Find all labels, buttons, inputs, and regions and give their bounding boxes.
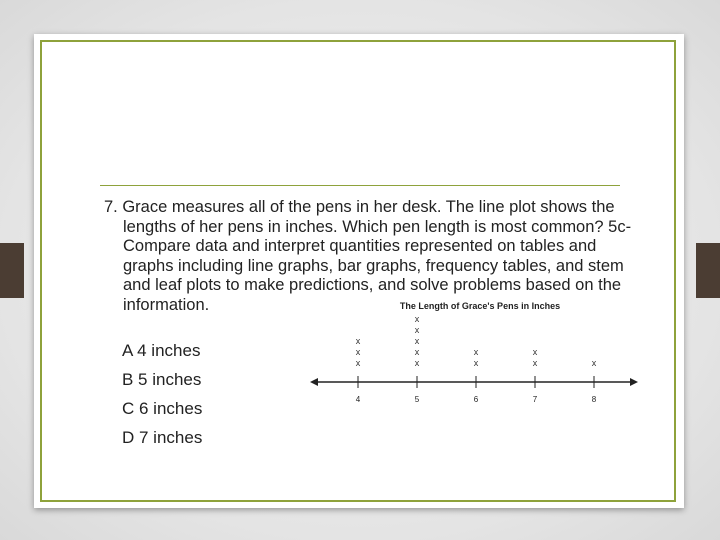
- data-mark: x: [355, 336, 361, 346]
- data-mark: x: [355, 358, 361, 368]
- data-mark: x: [414, 325, 420, 335]
- data-mark: x: [414, 347, 420, 357]
- right-side-tab: [696, 243, 720, 298]
- data-mark: x: [473, 358, 479, 368]
- tick-labels: [356, 395, 597, 404]
- tick-label: 7: [532, 395, 538, 404]
- tick-label: 8: [591, 395, 597, 404]
- left-side-tab: [0, 243, 24, 298]
- plot-marks: [356, 314, 597, 368]
- data-mark: x: [532, 347, 538, 357]
- choice-b[interactable]: B 5 inches: [122, 370, 202, 389]
- data-mark: x: [414, 358, 420, 368]
- title-rule: [100, 185, 620, 186]
- choice-c[interactable]: C 6 inches: [122, 399, 203, 418]
- line-plot-panel: [300, 294, 656, 413]
- tick-label: 5: [414, 395, 420, 404]
- question-text: 7. Grace measures all of the pens in her desk. The line plot shows the lengths of her pens in inches. Which pen length is most common? 5c- Compare data and interpret quantities represented on tables and graphs including line graphs, bar graphs, frequency tables, and stem and leaf plots to make predictions, and solve problems based on the information.: [104, 198, 632, 314]
- axis-right-arrow: [630, 378, 638, 386]
- data-mark: x: [414, 314, 420, 324]
- chart-title: The Length of Grace's Pens in Inches: [399, 301, 561, 311]
- answer-choices: [122, 336, 202, 452]
- data-mark: x: [473, 347, 479, 357]
- tick-label: 6: [473, 395, 479, 404]
- choice-a[interactable]: A 4 inches: [122, 341, 201, 360]
- line-plot-chart: [300, 294, 656, 413]
- data-mark: x: [355, 347, 361, 357]
- axis-left-arrow: [310, 378, 318, 386]
- data-mark: x: [414, 336, 420, 346]
- data-mark: x: [532, 358, 538, 368]
- number-line-axis: [310, 376, 638, 388]
- choice-d[interactable]: D 7 inches: [122, 428, 203, 447]
- tick-label: 4: [355, 395, 361, 404]
- data-mark: x: [591, 358, 597, 368]
